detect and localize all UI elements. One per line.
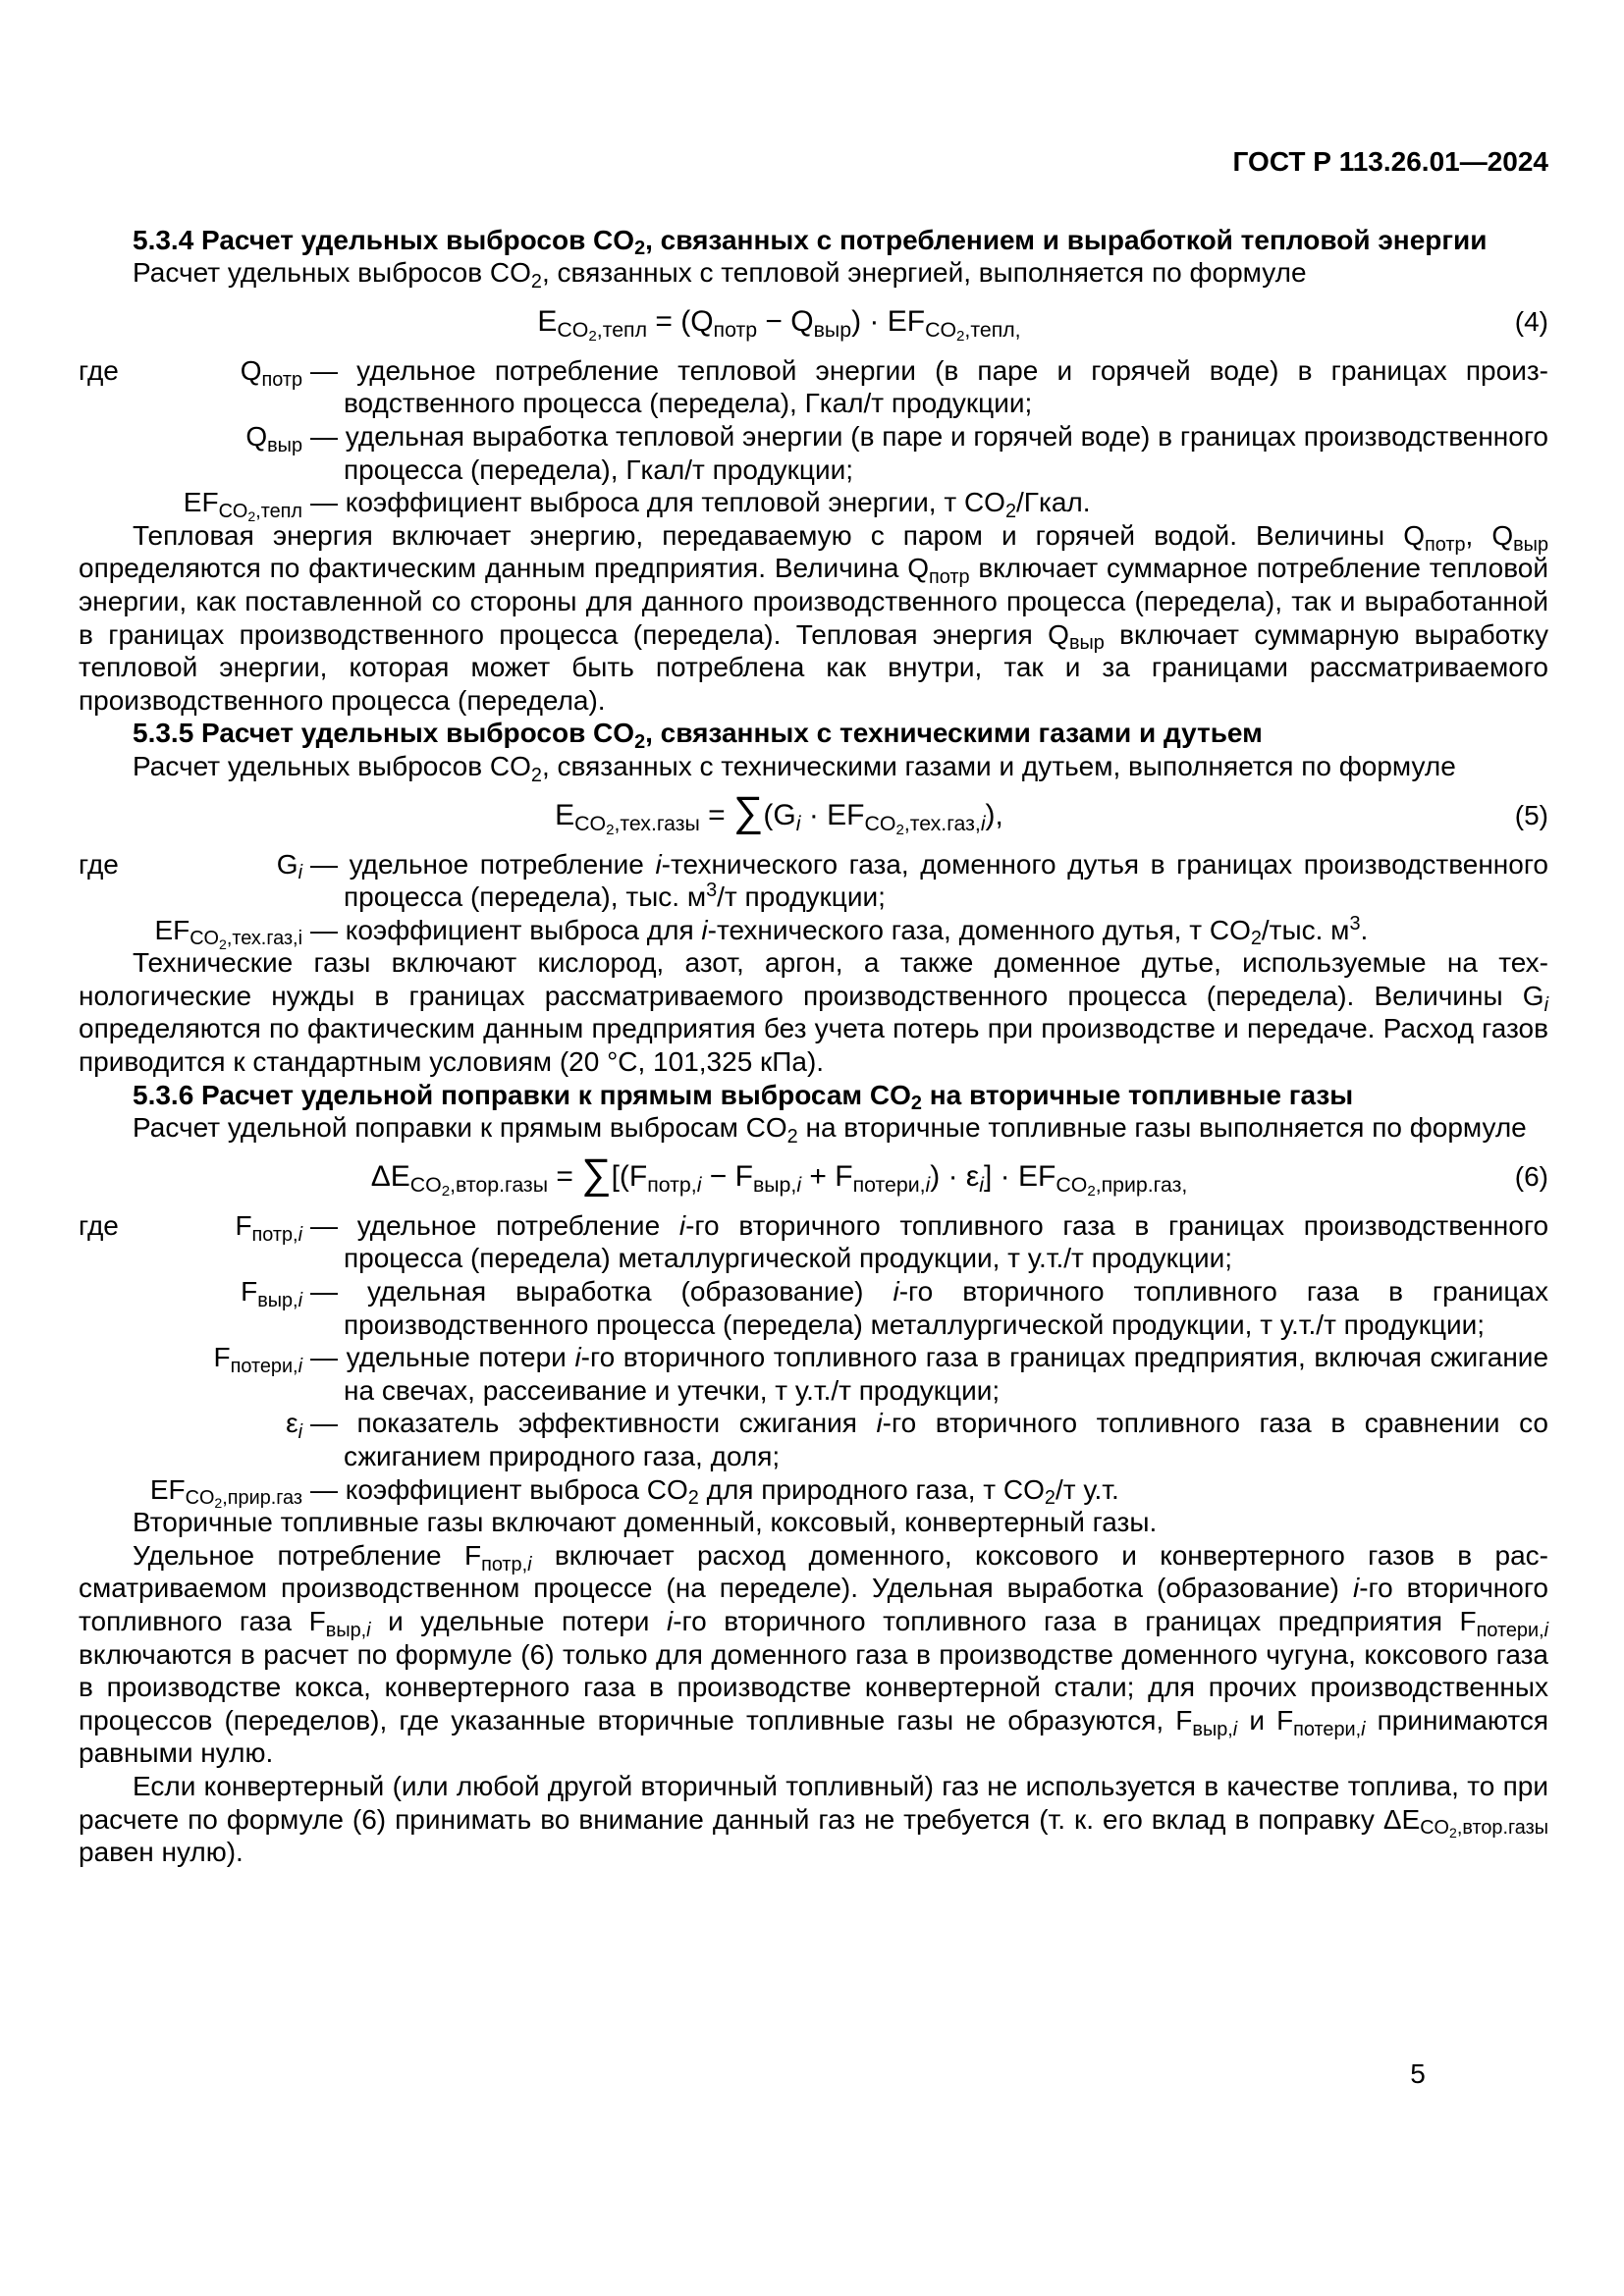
formula-number: (4) [1514,305,1548,337]
paragraph: Расчет удельной поправки к прямым выбросам $CO_2$ на вторичные топливные газы выполняется по формуле [133,1112,1527,1148]
paragraph: Расчет удельных выбросов $CO_2$, связанных с тепловой энергией, выполняется по формуле [133,257,1307,293]
formula-expression: $E_{CO_2,тепл} = (Q_{потр} - Q_{выр}) \cdot EF_{CO_2,тепл,}$ [537,304,1021,346]
term-symbol: $F_{выр,i}$ [241,1276,302,1311]
formula-row [79,1149,1548,1201]
standard-code-header: ГОСТ Р 113.26.01—2024 [1232,146,1548,177]
term-definition: — удельное потребление i-го вторичного топливного газа в границах производственного процесса (передела) металлургической продукции, т у.т./т продукции; [310,1209,1549,1274]
term-definition: — показатель эффективности сжигания i-го вторичного топливного газа в сравнении со сжиганием природного газа, доля; [310,1408,1548,1471]
terms-list [79,354,1548,524]
section-heading: 5.3.6 Расчет удельной поправки к прямым выбросам $CO_2$ на вторичные топливные газы [133,1079,1354,1115]
term-symbol: $\varepsilon_i$ [286,1408,302,1444]
terms-lead: где [79,354,119,386]
term-definition: — удельная выработка (образование) i-го вторичного топливного газа в границах производственного процесса (передела) металлургической продукции, т у.т./т продукции; [310,1276,1548,1340]
paragraph: Тепловая энергия включает энергию, передаваемую с паром и горячей водой. Величины $Q_{потр}$, $Q_{выр}$ определяются по фактическим данным предприятия. Величина $Q_{потр}$ включает суммарное потребление тепловой энергии, как поставленной со стороны для данного производственного процесса (передела), так и выработанной в границах производственного процесса (передела). Тепловая энергия $Q_{выр}$ включает суммарную выработку тепловой энергии, которая может быть потреблена как внутри, так и за границами рассматриваемого производственного процесса (передела). [79,519,1548,716]
term-definition: — удельное потребление тепловой энергии (в паре и горячей воде) в границах производственного процесса (передела), Гкал/т продукции; [310,354,1548,419]
terms-lead [79,914,128,947]
terms-lead [79,1275,128,1341]
terms-lead [79,1341,128,1407]
formula-number: (5) [1514,799,1548,830]
term-symbol: $F_{потр,i}$ [235,1209,302,1246]
term-symbol: $Q_{выр}$ [245,420,302,456]
document-body [79,224,1548,1869]
formula-number: (6) [1514,1161,1548,1193]
document-content [79,145,1548,1869]
section-heading: 5.3.4 Расчет удельных выбросов $CO_2$, связанных с потреблением и выработкой тепловой энергии [133,224,1488,260]
terms-list [79,848,1549,952]
term-definition: — удельная выработка тепловой энергии (в паре и горячей воде) в границах производственного процесса (передела), Гкал/т продукции; [310,420,1548,485]
term-definition: — удельные потери i-го вторичного топливного газа в границах предприятия, включая сжигание на свечах, рассеивание и утечки, т у.т./т продукции; [310,1342,1549,1406]
term-symbol: $Q_{потр}$ [240,354,302,391]
terms-lead: где [79,1209,119,1241]
term-definition: — коэффициент выброса $CO_2$ для природного газа, т $CO_2/т$ у.т. [310,1473,1119,1510]
terms-lead: где [79,848,119,880]
term-symbol: $EF_{CO_2,тех.газ,i}$ [154,914,302,952]
term-definition: — удельное потребление i-технического газа, доменного дутья в границах производственного процесса (передела), тыс. $м^3/т$ продукции; [310,848,1549,913]
paragraph: Технические газы включают кислород, азот, аргон, а также доменное дутье, используемые на технологические нужды в границах рассматриваемого производственного процесса (передела). Величины $G_i$ определяются по фактическим данным предприятия без учета потерь при производстве и передаче. Расход газов приводится к стандартным условиям (20 °С, 101,325 кПа). [79,947,1548,1078]
terms-lead [79,1473,128,1507]
term-symbol: $EF_{CO_2,тепл}$ [183,487,302,524]
formula-row [79,304,1548,346]
page-number: 5 [1410,2058,1426,2089]
formula-row [79,788,1548,839]
term-symbol: $G_i$ [276,848,302,884]
term-definition: — коэффициент выброса для i-технического газа, доменного дутья, т $CO_2$/тыс. $м^3$. [310,912,1369,950]
formula-expression: $E_{CO_2,тех.газы} = \sum(G_i \cdot EF_{CO_2,тех.газ,i})$, [555,788,1003,839]
term-symbol: $EF_{CO_2,прир.газ}$ [149,1473,302,1512]
paragraph: Расчет удельных выбросов $CO_2$, связанных с техническими газами и дутьем, выполняется по формуле [133,750,1456,786]
term-symbol: $F_{потери,i}$ [213,1342,302,1377]
terms-list [79,1209,1549,1512]
paragraph: Удельное потребление $F_{потр,i}$ включает расход доменного, коксового и конвертерного газов в рассматриваемом производственном процессе (на переделе). Удельная выработка (образование) i-го вторичного топливного газа $F_{выр,i}$ и удельные потери i-го вторичного топливного газа в границах предприятия $F_{потери,i}$ включаются в расчет по формуле (6) только для доменного газа в производстве доменного чугуна, коксового газа в производстве кокса, конвертерного газа в производстве конвертерной стали; для прочих производственных процессов (переделов), где указанные вторичные топливные газы не образуются, $F_{выр,i}$ и $F_{потери,i}$ принимаются равными нулю. [79,1539,1549,1769]
term-definition: — коэффициент выброса для тепловой энергии, т $CO_2$/Гкал. [310,487,1091,522]
terms-lead [79,420,128,486]
terms-lead [79,486,128,519]
paragraph: Вторичные топливные газы включают доменный, коксовый, конвертерный газы. [133,1507,1158,1538]
terms-lead [79,1407,128,1472]
formula-expression: $\Delta E_{CO_2,втор.газы} = \sum[(F_{потр,i} - F_{выр,i} + F_{потери,i}) \cdot \varepsilon_i] \cdot EF_{CO_2,прир.газ,}$ [370,1149,1188,1201]
paragraph: Если конвертерный (или любой другой вторичный топливный) газ не используется в качестве топлива, то при расчете по формуле (6) принимать во внимание данный газ не требуется (т. к. его вклад в поправку $\Delta E_{CO_2,втор.газы}$ равен нулю). [79,1770,1548,1868]
section-heading: 5.3.5 Расчет удельных выбросов $CO_2$, связанных с техническими газами и дутьем [133,718,1263,754]
